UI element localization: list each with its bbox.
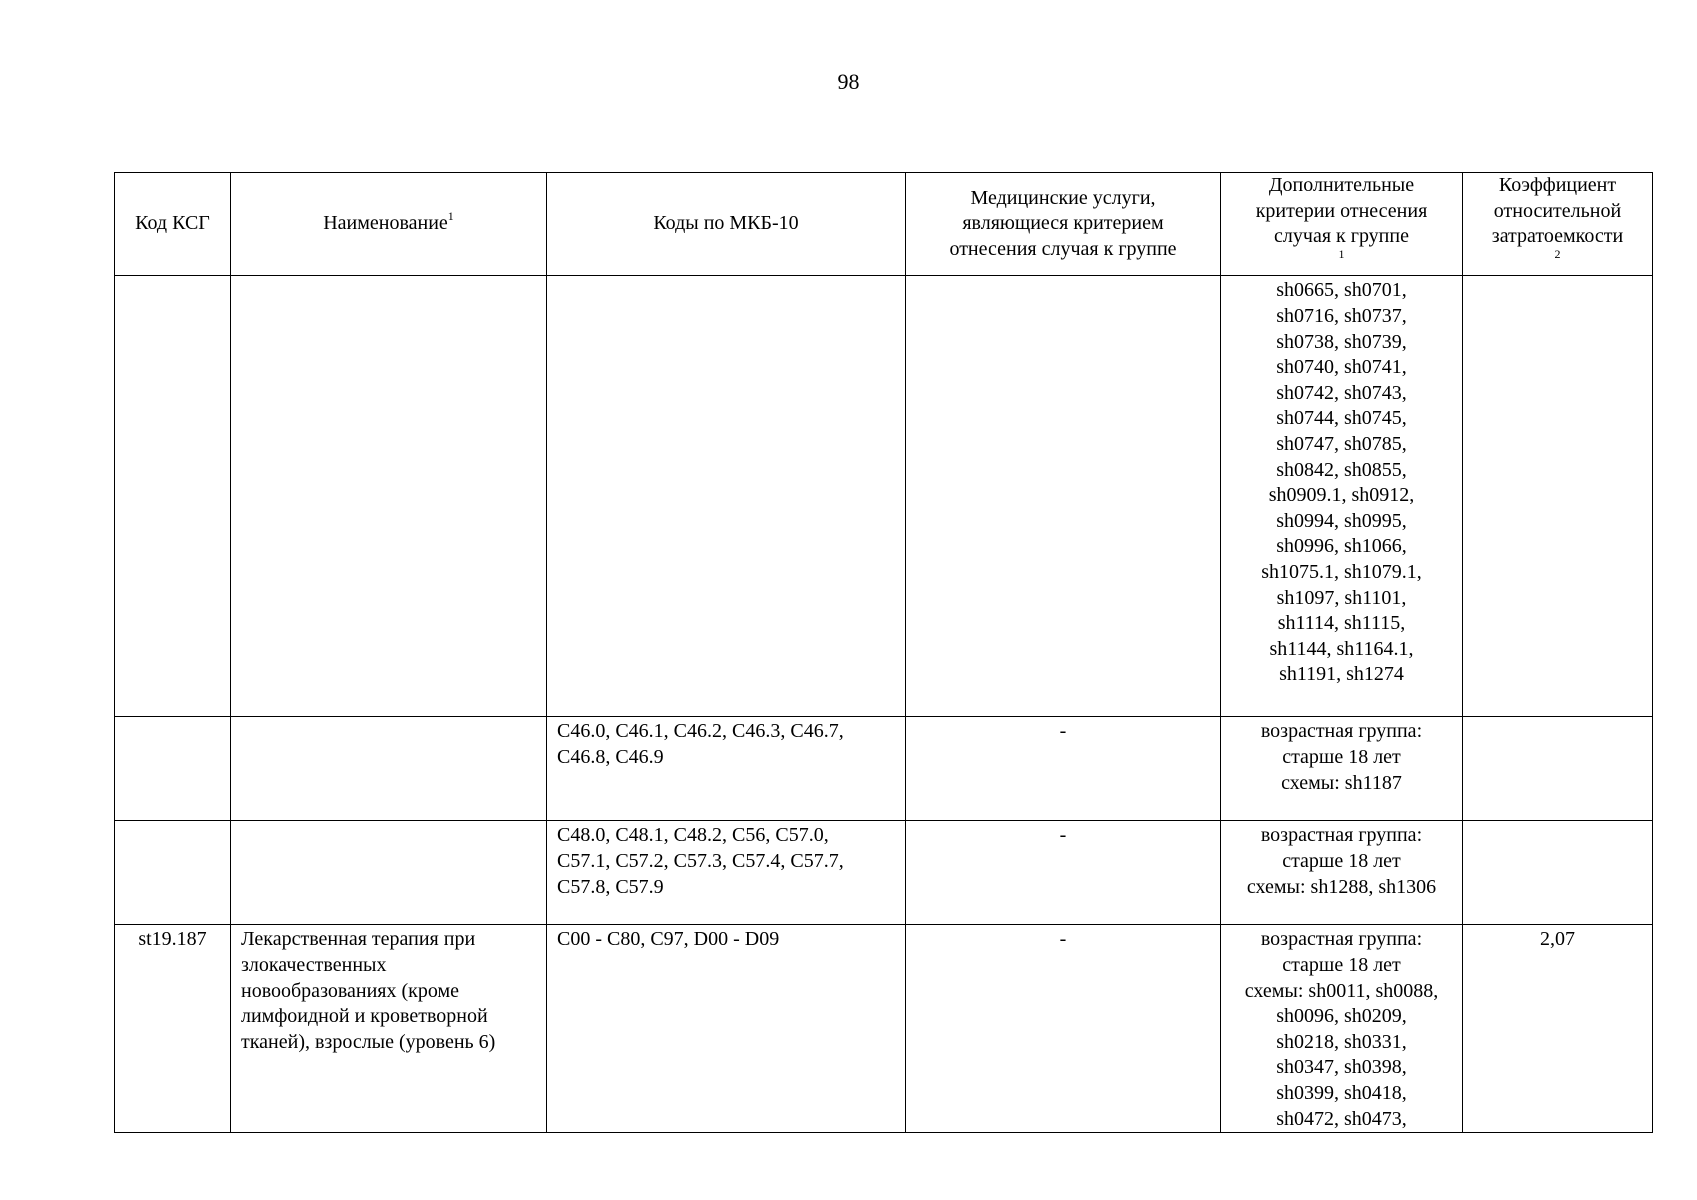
- cell-line: sh0742, sh0743,: [1276, 381, 1407, 404]
- cell-coefficient: [1463, 717, 1653, 821]
- cell-mkb: [547, 925, 906, 1133]
- cell-code: [115, 717, 231, 821]
- cell-line: Дополнительные: [1268, 174, 1415, 196]
- cell-line: тканей), взрослые (уровень 6): [241, 1030, 496, 1053]
- cell-line: случая к группе: [1274, 225, 1409, 248]
- cell-line: старше 18 лет: [1282, 745, 1401, 768]
- table-row: [115, 717, 1653, 821]
- cell-criteria: [1221, 276, 1463, 717]
- cell-name: [231, 276, 547, 717]
- cell-line: C48.0, C48.1, C48.2, C56, C57.0,: [557, 824, 829, 847]
- table-row: [115, 276, 1653, 717]
- cell-line: sh1114, sh1115,: [1277, 612, 1406, 635]
- cell-line: схемы: sh1288, sh1306: [1246, 875, 1437, 898]
- header-code: Код КСГ: [115, 173, 231, 276]
- cell-line: отнесения случая к группе: [949, 237, 1177, 260]
- cell-line: являющиеся критерием: [962, 212, 1164, 235]
- cell-line: sh0399, sh0418,: [1276, 1081, 1407, 1104]
- cell-line: sh1097, sh1101,: [1276, 586, 1407, 609]
- header-mkb: Коды по МКБ-10: [547, 173, 906, 276]
- page-number: 98: [837, 69, 860, 94]
- cell-criteria: [1221, 717, 1463, 821]
- header-name: [231, 173, 547, 276]
- cell-line: новообразованиях (кроме: [241, 979, 460, 1002]
- cell-line: возрастная группа:: [1260, 928, 1423, 951]
- cell-criteria: [1221, 821, 1463, 925]
- cell-line: C46.0, C46.1, C46.2, C46.3, C46.7,: [557, 720, 844, 743]
- header-criteria: [1221, 173, 1463, 276]
- cell-line: sh0096, sh0209,: [1276, 1005, 1407, 1028]
- cell-line: Медицинские услуги,: [970, 186, 1156, 209]
- cell-services: -: [906, 821, 1221, 925]
- cell-line: Лекарственная терапия при: [241, 928, 476, 951]
- cell-line: схемы: sh1187: [1281, 771, 1402, 794]
- cell-line: sh0218, sh0331,: [1276, 1030, 1407, 1053]
- header-coefficient-label: [1467, 173, 1648, 250]
- cell-code: [115, 276, 231, 717]
- cell-line: схемы: sh0011, sh0088,: [1244, 979, 1439, 1002]
- cell-name: [231, 925, 547, 1133]
- footnote-mark: 1: [447, 208, 454, 223]
- cell-line: sh0842, sh0855,: [1276, 458, 1407, 481]
- cell-line: лимфоидной и кроветворной: [241, 1005, 488, 1028]
- header-coefficient: [1463, 173, 1653, 276]
- cell-mkb: [547, 717, 906, 821]
- cell-line: sh0747, sh0785,: [1276, 432, 1407, 455]
- cell-line: C57.1, C57.2, C57.3, C57.4, C57.7,: [557, 849, 844, 872]
- cell-line: Коэффициент: [1498, 174, 1617, 196]
- header-criteria-label: [1225, 173, 1458, 250]
- cell-line: критерии отнесения: [1255, 199, 1428, 222]
- cell-coefficient: 2,07: [1463, 925, 1653, 1133]
- cell-line: sh0665, sh0701,: [1276, 279, 1407, 302]
- ksg-table: [114, 172, 1653, 1133]
- cell-line: sh1075.1, sh1079.1,: [1261, 560, 1422, 583]
- cell-line: sh1144, sh1164.1,: [1269, 637, 1414, 660]
- header-name-label: Наименование: [323, 212, 448, 235]
- cell-coefficient: [1463, 821, 1653, 925]
- cell-line: C46.8, C46.9: [557, 745, 664, 768]
- cell-line: sh0716, sh0737,: [1276, 304, 1407, 327]
- cell-services: [906, 276, 1221, 717]
- cell-line: sh1191, sh1274: [1279, 663, 1404, 686]
- cell-line: затратоемкости: [1491, 225, 1624, 248]
- cell-mkb: [547, 276, 906, 717]
- cell-name: [231, 717, 547, 821]
- cell-line: sh0347, sh0398,: [1276, 1056, 1407, 1079]
- cell-line: sh0740, sh0741,: [1276, 356, 1407, 379]
- cell-services: -: [906, 925, 1221, 1133]
- cell-mkb: [547, 821, 906, 925]
- cell-line: sh0994, sh0995,: [1276, 509, 1407, 532]
- cell-line: sh0738, sh0739,: [1276, 330, 1407, 353]
- cell-line: C00 - C80, C97, D00 - D09: [557, 928, 780, 951]
- cell-line: возрастная группа:: [1260, 720, 1423, 743]
- cell-line: sh0472, sh0473,: [1276, 1107, 1407, 1130]
- cell-code: st19.187: [115, 925, 231, 1133]
- cell-line: sh0996, sh1066,: [1276, 535, 1407, 558]
- cell-code: [115, 821, 231, 925]
- cell-line: sh0744, sh0745,: [1276, 407, 1407, 430]
- table-row: [115, 925, 1653, 1133]
- footnote-mark: 1: [1338, 247, 1345, 262]
- cell-line: старше 18 лет: [1282, 953, 1401, 976]
- table-header-row: [115, 173, 1653, 276]
- cell-line: старше 18 лет: [1282, 849, 1401, 872]
- cell-name: [231, 821, 547, 925]
- cell-line: возрастная группа:: [1260, 824, 1423, 847]
- cell-criteria: [1221, 925, 1463, 1133]
- cell-services: -: [906, 717, 1221, 821]
- table-row: [115, 821, 1653, 925]
- cell-line: sh0909.1, sh0912,: [1268, 484, 1415, 507]
- cell-line: C57.8, C57.9: [557, 875, 664, 898]
- footnote-mark: 2: [1554, 247, 1561, 262]
- cell-line: относительной: [1493, 199, 1622, 222]
- cell-line: злокачественных: [241, 953, 387, 976]
- cell-coefficient: [1463, 276, 1653, 717]
- header-services: [906, 173, 1221, 276]
